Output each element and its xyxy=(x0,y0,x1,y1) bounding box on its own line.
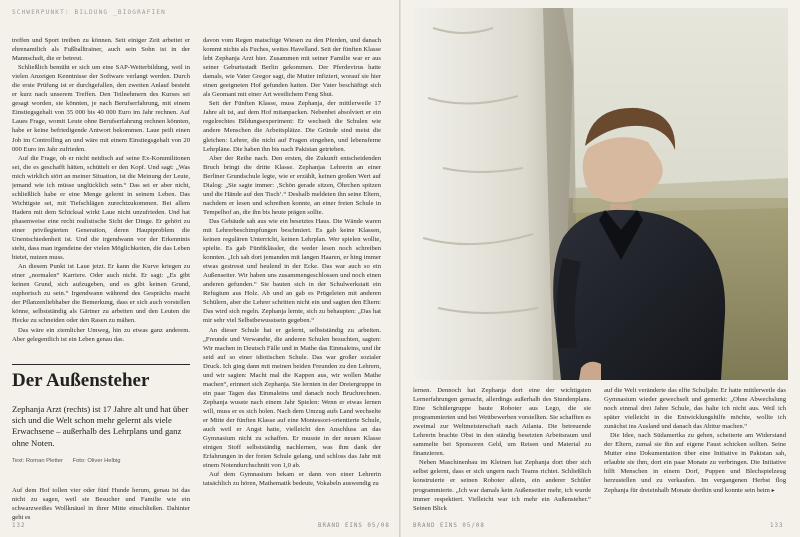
paragraph: Auf die Frage, ob er nicht neidisch auf seine Ex-Kommilitonen sei, die es geschafft hätten, schüttelt er den Kopf. Und sagt: „Was mich wirklich stört an meiner Situation, ist die Meinung der Leute, jemand wie ich müsse unglücklich sein.“ Das sei er aber nicht, schließlich habe er eine Menge gelernt in seinem Leben. Das Wichtigste sei, mit Tiefschlägen zurechtzukommen. Bei allem Hadern mit dem Schicksal wirkt Laue nicht unzufrieden. Und hat phasenweise eine recht realistische Sicht der Dinge. Er gehört zu einer privilegierten Generation, deren Hauptproblem die Unentschiedenheit ist. Und die irgendwann vor der Erkenntnis steht, dass man irgendeine der vielen Möglichkeiten, die das Leben bietet, nutzen muss. xyxy=(12,154,190,262)
photo-credit: Foto: Oliver Helbig xyxy=(72,458,121,464)
right-column-2 xyxy=(604,386,786,522)
paragraph: Das wäre ein ziemlicher Umweg, hin zu etwas ganz anderem. Aber gelegentlich ist ein Leben genau das. xyxy=(12,326,190,343)
paragraph-text: Die Idee, nach Südamerika zu gehen, scheiterte am Widerstand der Eltern, zumal sie ihn auf eigene Faust schicken sollten. Seine Mutter eine Dokumentation über eine Initiative in Pakistan sah, erlaubte sie ihm, dort ein paar Monate zu verbringen. Die Initiative hilft Menschen in einem Dorf, Puppen und Blechspielzeug herzustellen und zu verkaufen. Im vergangenen Herbst flog Zephanja für dreieinhalb Monate dorthin und konnte sein beim xyxy=(604,432,786,494)
right-page-number: 133 xyxy=(770,523,784,529)
section-rule xyxy=(12,364,190,365)
paragraph: lernen. Dennoch hat Zephanja dort eine der wichtigsten Lernerfahrungen gemacht, allerdings außerhalb des Stundenplans. Eine Schülergruppe baute Roboter aus Lego, die sie programmierten und bei Wettbewerben vorstellten. Sie schafften es zweimal zur Weltmeisterschaft nach Atlanta. Die betreuende Lehrerin brachte Obst in den ständig besetzten Arbeitsraum und sammelte bei Sponsoren Geld, um Reisen und Material zu finanzieren. xyxy=(413,387,591,458)
left-column-2 xyxy=(203,36,381,522)
left-column-1-continued xyxy=(12,486,190,522)
paragraph: An diesem Punkt ist Laue jetzt. Er kann die Kurve kriegen zu einer „normalen“ Karriere. Oder auch nicht. Er sagt: „Es gibt keinen Grund, sich aufzugeben, und es gibt keinen Grund, euphorisch zu sein.“ Irgendwann während des Gesprächs macht der Pflanzenliebhaber die Bemerkung, dass er sich auch vorstellen könne, selbstständig als Gärtner zu arbeiten und den Leuten die Hecke zu schneiden oder den Rasen zu mähen. xyxy=(12,263,190,325)
left-column-1 xyxy=(12,36,190,358)
paragraph: An dieser Schule hat er gelernt, selbstständig zu arbeiten. „Freunde und Verwandte, die anderen Schulen besuchten, sagten: Wir machen in Deutsch Fälle und in Mathe das Einmaleins, und ihr seid auf so einer idiotischen Schule. Das war großer sozialer Druck. Ich ging dann mit meinen beiden Freunden zu den Lehrern, und wir sagten: Macht mal die Kappen aus, wir wollen Mathe machen“, erinnert sich Zephanja. Sie lernten in der Dreiergruppe in ein paar Tagen das Einmaleins und danach noch Bruchrechnen. Zephanja wusste nach einem Jahr Spielen: Wenn er etwas lernen will, muss er es sich holen. Nach dem Umzug aufs Land wechselte er Mitte der fünften Klasse auf eine Montessori-orientierte Schule, auch weil er Angst hatte, vielleicht den Anschluss an das Gymnasium nicht zu schaffen. Er musste in der neuen Klasse einigen Stoff selbstständig nachlernen, was ihm dank der Erfahrungen in der freien Schule gelang, und schloss das Jahr mit einem Notendurchschnitt von 1,0 ab. xyxy=(203,326,381,470)
paragraph: Neben Maschinenbau im Kleinen hat Zephanja dort über sich selbst gelernt, dass er sich ungern nach Teams richtet. Schließlich konstruierte er seinen Roboter allein, ein anderer Schüler programmierte. „Ich war damals kein Außenseiter mehr, ich wurde immer respektiert. Vielleicht war ich mehr ein Außensteher.“ Seinen Blick xyxy=(413,459,591,512)
end-mark-icon: ▸ xyxy=(771,487,775,494)
portrait-illustration xyxy=(413,8,788,380)
paragraph: treffen und Sport treiben zu können. Seit einiger Zeit arbeitet er ehrenamtlich als Fußballtrainer, auch sein Sohn ist in der Mannschaft, die er betreut. xyxy=(12,37,190,63)
paragraph: Das Gebäude sah aus wie ein besetztes Haus. Die Wände waren mit Lehrerbeschimpfungen beschmiert. Es gab keine Klassen, keinen regulären Unterricht, keinen Lehrplan. Wer spielen wollte, spielte. Es gab Fünftklässler, die weder lesen noch schreiben konnten. „Ich sah dort jemanden mit langen Haaren, er hing immer etwas gestresst und heulend in der Ecke. Das war auch so ein Außenseiter. Wir haben uns zusammengeschlossen und noch einen anderen gefunden.“ Sie bauten sich in der Schulwerkstatt ein Refugium aus Holz. Ab und an gab es Prügeleien mit anderen Schülern, aber die Lehrer schritten nicht ein und sagten den Eltern: Das wird sich regeln. Zephanja lernte, sich zu behaupten: „Das hat mir sehr viel Selbstbewusstsein gegeben.“ xyxy=(203,217,381,325)
paragraph: Auf dem Hof tollen vier oder fünf Hunde herum, genau ist das nicht zu sagen, weil sie Besucher und Familie wie ein schwarzweißes Wollknäuel in ihrer Mitte einschließen. Dahinter geht es xyxy=(12,487,190,522)
paragraph xyxy=(604,431,786,495)
running-head: SCHWERPUNKT: BILDUNG _BIOGRAFIEN xyxy=(12,9,166,16)
left-page-number: 132 xyxy=(12,523,26,529)
paragraph: Seit der Fünften Klasse, muss Zephanja, der mittlerweile 17 Jahre alt ist, auf dem Hof mitanpacken. Nebenbei absolviert er ein regelrechtes Bildungsexperiment: Er wechselt die Schulen wie andere Menschen die Arbeitsplätze. Die Gründe sind meist die gleichen: Lehrer, die nicht auf Fragen eingehen, und lebensferne Lehrpläne. Die haben ihn bis nach Pakistan getrieben. xyxy=(203,100,381,153)
paragraph: davon vom Regen matschige Wiesen zu den Pferden, und danach kommt nichts als Fuches, weites Havelland. Seit der fünften Klasse lebt Zephanja Arzt hier. Zusammen mit seiner Familie war er aus seiner Geburtsstadt Berlin gekommen. Der Pferdevirus hatte damals, wie Vater Gregor sagt, die Mutter infiziert, worauf sie hier einen geeigneten Hof gefunden hatten. Der Vater beschäftigt sich als Geomant mit einer Art westlichem Feng Shui. xyxy=(203,37,381,99)
article-headline: Der Außensteher xyxy=(12,370,150,391)
page-gutter xyxy=(399,0,401,537)
text-credit: Text: Roman Pletter xyxy=(12,458,63,464)
portrait-photo xyxy=(413,8,788,380)
right-column-1 xyxy=(413,386,591,522)
paragraph: auf die Welt veränderte das elfte Schuljahr. Er hatte mittlerweile das Gymnasium wieder gewechselt und gemerkt: „Ohne Abwechslung noch einmal drei Jahre Schule, das halte ich nicht aus. Weil ich später vielleicht in die Entwicklungshilfe möchte, wollte ich zunächst ins Ausland und danach das Abitur machen.“ xyxy=(604,387,786,431)
paragraph: Auf dem Gymnasium bekam er dann von einer Lehrerin tatsächlich zu hören, Mathematik bedeute, Vokabeln auswendig zu xyxy=(203,471,381,488)
article-credits xyxy=(12,458,190,464)
article-lead: Zephanja Arzt (rechts) ist 17 Jahre alt und hat über sich und die Welt schon mehr gelernt als viele Erwachsene – außerhalb des Lehrplans und ganz ohne Noten. xyxy=(12,404,189,448)
right-magazine-folio: BRAND EINS 05/08 xyxy=(413,523,485,529)
paragraph: Schließlich bemüht er sich um eine SAP-Weiterbildung, weil in vielen Anzeigen Kenntnisse der Software verlangt werden. Durch die erste Prüfung ist er durchgefallen, den zweiten Anlauf besteht er kurz nach unserem Treffen. Den Teilnehmern des Kurses sei gesagt worden, sie könnten, je nach Berufserfahrung, mit einem Einstiegsgehalt von 35 000 bis 40 000 Euro im Jahr rechnen. Auf Laues Frage, womit Leute ohne Berufserfahrung rechnen könnten, habe er keine befriedigende Antwort bekommen. Laue peilt einen Job im Controlling an und wäre mit einem Einstiegsgehalt von 20 000 Euro im Jahr zufrieden. xyxy=(12,64,190,153)
left-magazine-folio: BRAND EINS 05/08 xyxy=(318,523,390,529)
paragraph: Aber der Reihe nach. Den ersten, die Zukunft entscheidenden Bruch bringt die dritte Klasse. Zephanjas Lehrerin an einer Berliner Grundschule legte, wie er erzählt, keinen großen Wert auf Dialog: „Sie sagte immer: ‚Schön gerade sitzen, Öhrchen spitzen und die Hände auf den Tisch‘.“ Deshalb meldeten ihn seine Eltern, nachdem er lesen und schreiben konnte, an einer freien Schule in Tempelhof an, die ihn bis heute prägen sollte. xyxy=(203,154,381,216)
